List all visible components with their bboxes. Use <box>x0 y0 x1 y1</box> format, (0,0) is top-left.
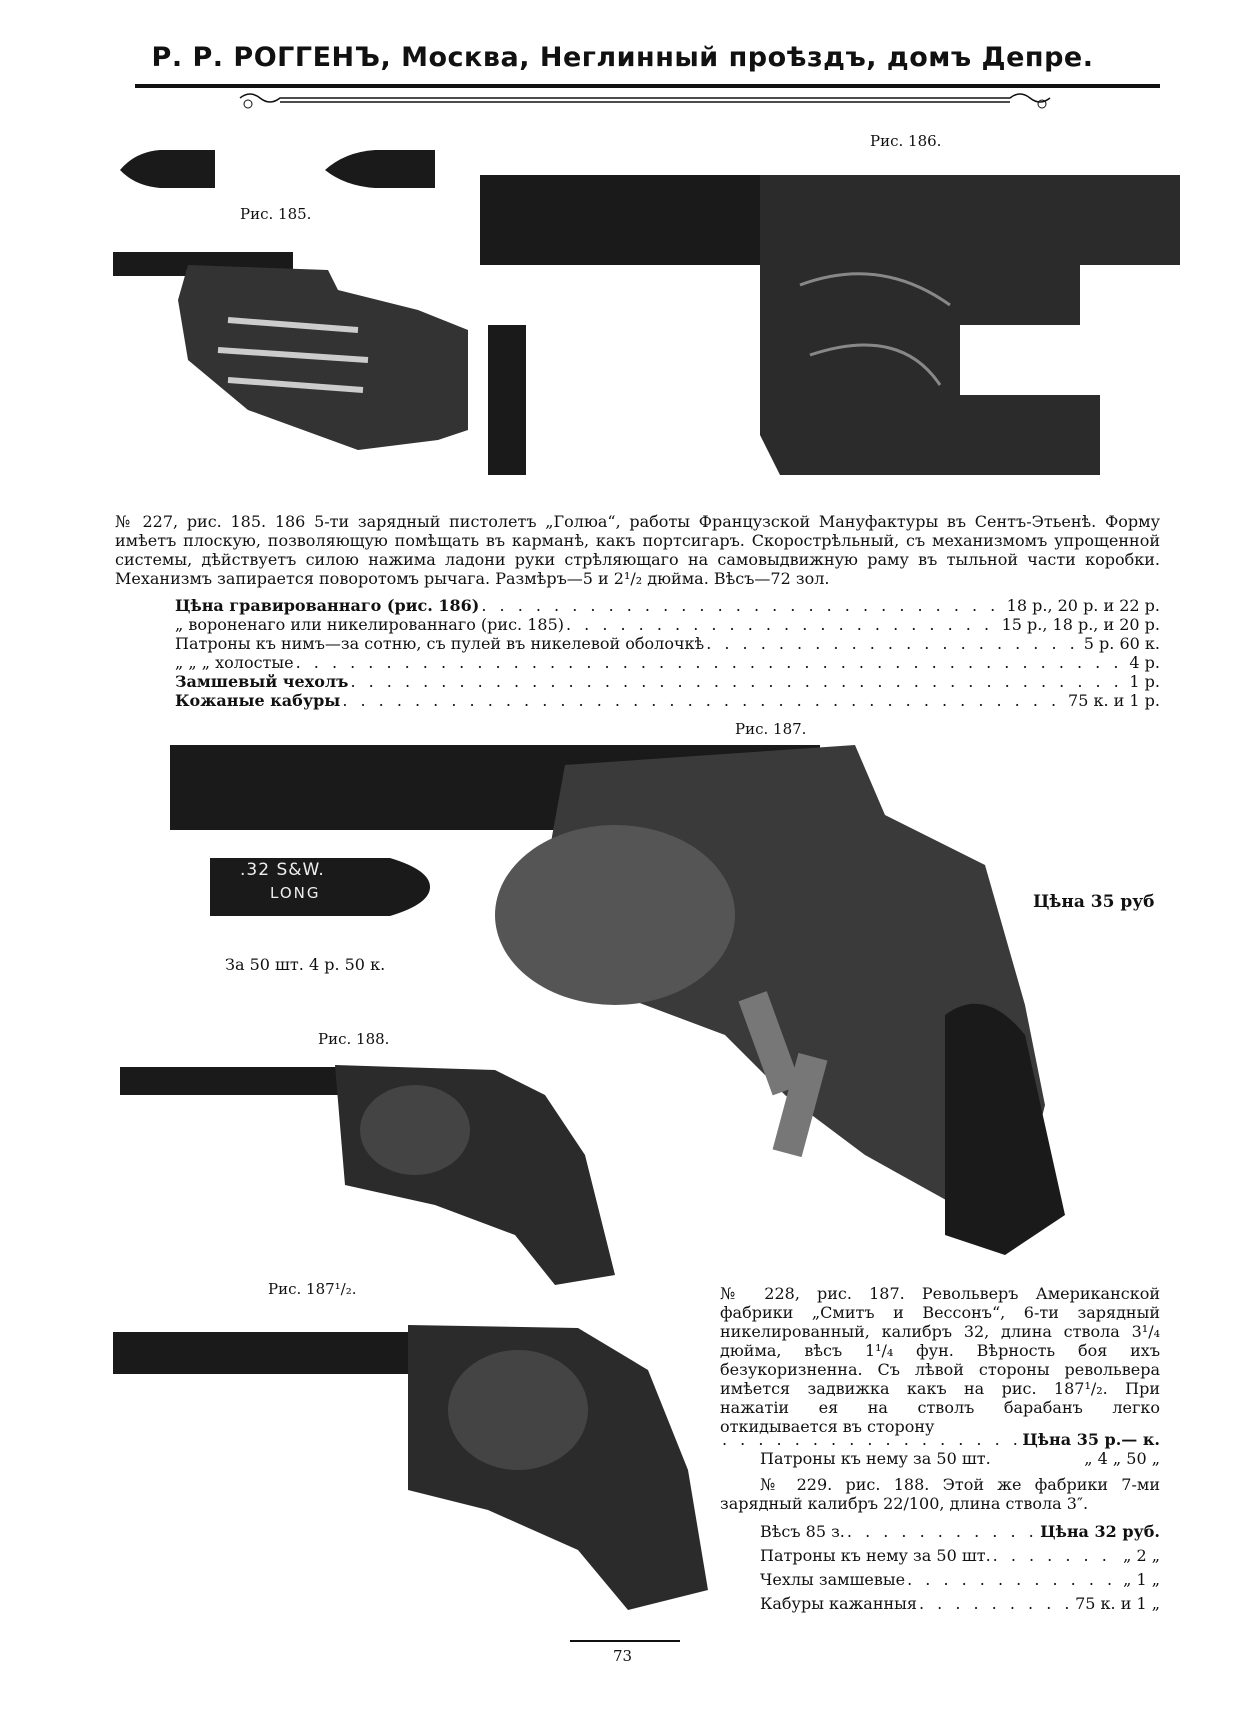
bullet-illustrations <box>115 140 445 195</box>
price-row <box>175 615 1160 634</box>
revolver-188-illustration <box>115 1055 615 1295</box>
item-229-row <box>760 1520 1160 1544</box>
page-number: 73 <box>612 1647 633 1665</box>
header-flourish <box>130 92 1160 114</box>
figure-186-caption: Рис. 186. <box>870 132 942 150</box>
price-row <box>175 596 1160 615</box>
item-229-row <box>760 1568 1160 1592</box>
item-229-price-list <box>760 1520 1160 1616</box>
gaulois-pistol-illustration <box>480 155 1180 495</box>
price-value: 1 р. <box>1129 672 1160 691</box>
item-229-row-label: Вѣсъ 85 з. <box>760 1522 845 1541</box>
price-row <box>175 691 1160 710</box>
page-header-title: Р. Р. РОГГЕНЪ, Москва, Неглинный проѣздъ, домъ Депре. <box>151 42 1094 73</box>
item-227-description: № 227, рис. 185. 186 5-ти зарядный пистолетъ „Голюа“, работы Французской Мануфактуры въ Сентъ-Этьенѣ. Форму имѣетъ плоскую, позволяющую помѣщать въ карманѣ, какъ портсигаръ. Скорострѣльный, съ механизмомъ упрощенной системы, дѣйствуетъ силою нажима ладони руки стрѣляющаго на самовыдвижную раму въ тыльной части коробки. Механизмъ запирается поворотомъ рычага. Размѣръ—5 и 2¹/₂ дюйма. Вѣсъ—72 зол. <box>115 512 1160 588</box>
header-rule <box>135 84 1160 88</box>
revolver-187-half-illustration <box>108 1310 708 1615</box>
item-228-cartridges-value: „ 4 „ 50 „ <box>1084 1449 1160 1468</box>
item-228-price: Цѣна 35 р.— к. <box>1022 1430 1160 1449</box>
cartridge-label-long: LONG <box>270 884 321 902</box>
figure-187-price: Цѣна 35 руб <box>1033 892 1155 912</box>
figure-188-caption: Рис. 188. <box>318 1030 390 1048</box>
item-228-cartridges-row <box>720 1449 1160 1468</box>
item-228-price-area <box>720 1430 1160 1468</box>
item-228-price-row <box>720 1430 1160 1449</box>
item-227-price-list <box>175 596 1160 710</box>
price-row <box>175 672 1160 691</box>
item-229-description: № 229. рис. 188. Этой же фабрики 7-ми зарядный калибръ 22/100, длина ствола 3″. <box>720 1475 1160 1513</box>
item-229-row <box>760 1544 1160 1568</box>
figure-187-half-caption: Рис. 187¹/₂. <box>268 1280 357 1298</box>
cartridge-price: За 50 шт. 4 р. 50 к. <box>225 955 386 974</box>
cartridge-label-caliber: .32 S&W. <box>240 860 325 880</box>
price-value: 5 р. 60 к. <box>1083 634 1160 653</box>
item-229-row <box>760 1592 1160 1616</box>
price-value: 15 р., 18 р., и 20 р. <box>1001 615 1160 634</box>
footer-rule <box>570 1640 680 1642</box>
item-229-row-label: Чехлы замшевые <box>760 1570 906 1589</box>
price-label: Кожаные кабуры <box>175 691 341 710</box>
item-228-description: № 228, рис. 187. Револьверъ Американской фабрики „Смитъ и Вессонъ“, 6-ти зарядный никелированный, калибръ 32, длина ствола 3¹/₄ дюйма, вѣсъ 1¹/₄ фун. Вѣрность боя ихъ безукоризненна. Съ лѣвой стороны револьвера имѣется задвижка какъ на рис. 187¹/₂. При нажатіи ея на стволъ барабанъ легко откидывается въ сторону <box>720 1284 1160 1436</box>
item-229-row-value: „ 2 „ <box>1123 1546 1160 1565</box>
item-229-row-value: Цѣна 32 руб. <box>1040 1522 1160 1541</box>
item-229-row-label: Патроны къ нему за 50 шт. <box>760 1546 991 1565</box>
price-value: 75 к. и 1 р. <box>1068 691 1160 710</box>
figure-185-caption: Рис. 185. <box>240 205 312 223</box>
price-label: „ вороненаго или никелированнаго (рис. 185) <box>175 615 564 634</box>
hand-pistol-illustration <box>108 240 528 490</box>
item-228-cartridges-label: Патроны къ нему за 50 шт. <box>760 1449 991 1468</box>
figure-187-caption: Рис. 187. <box>735 720 807 738</box>
price-row <box>175 653 1160 672</box>
item-229-row-value: 75 к. и 1 „ <box>1075 1594 1160 1613</box>
price-value: 18 р., 20 р. и 22 р. <box>1006 596 1160 615</box>
price-label: Патроны къ нимъ—за сотню, съ пулей въ никелевой оболочкѣ <box>175 634 705 653</box>
item-229-row-value: „ 1 „ <box>1123 1570 1160 1589</box>
price-value: 4 р. <box>1129 653 1160 672</box>
price-label: Цѣна гравированнаго (рис. 186) <box>175 596 480 615</box>
item-229-row-label: Кабуры кажанныя <box>760 1594 917 1613</box>
price-label: Замшевый чехолъ <box>175 672 349 691</box>
price-label: „ „ „ холостые <box>175 653 294 672</box>
price-row <box>175 634 1160 653</box>
